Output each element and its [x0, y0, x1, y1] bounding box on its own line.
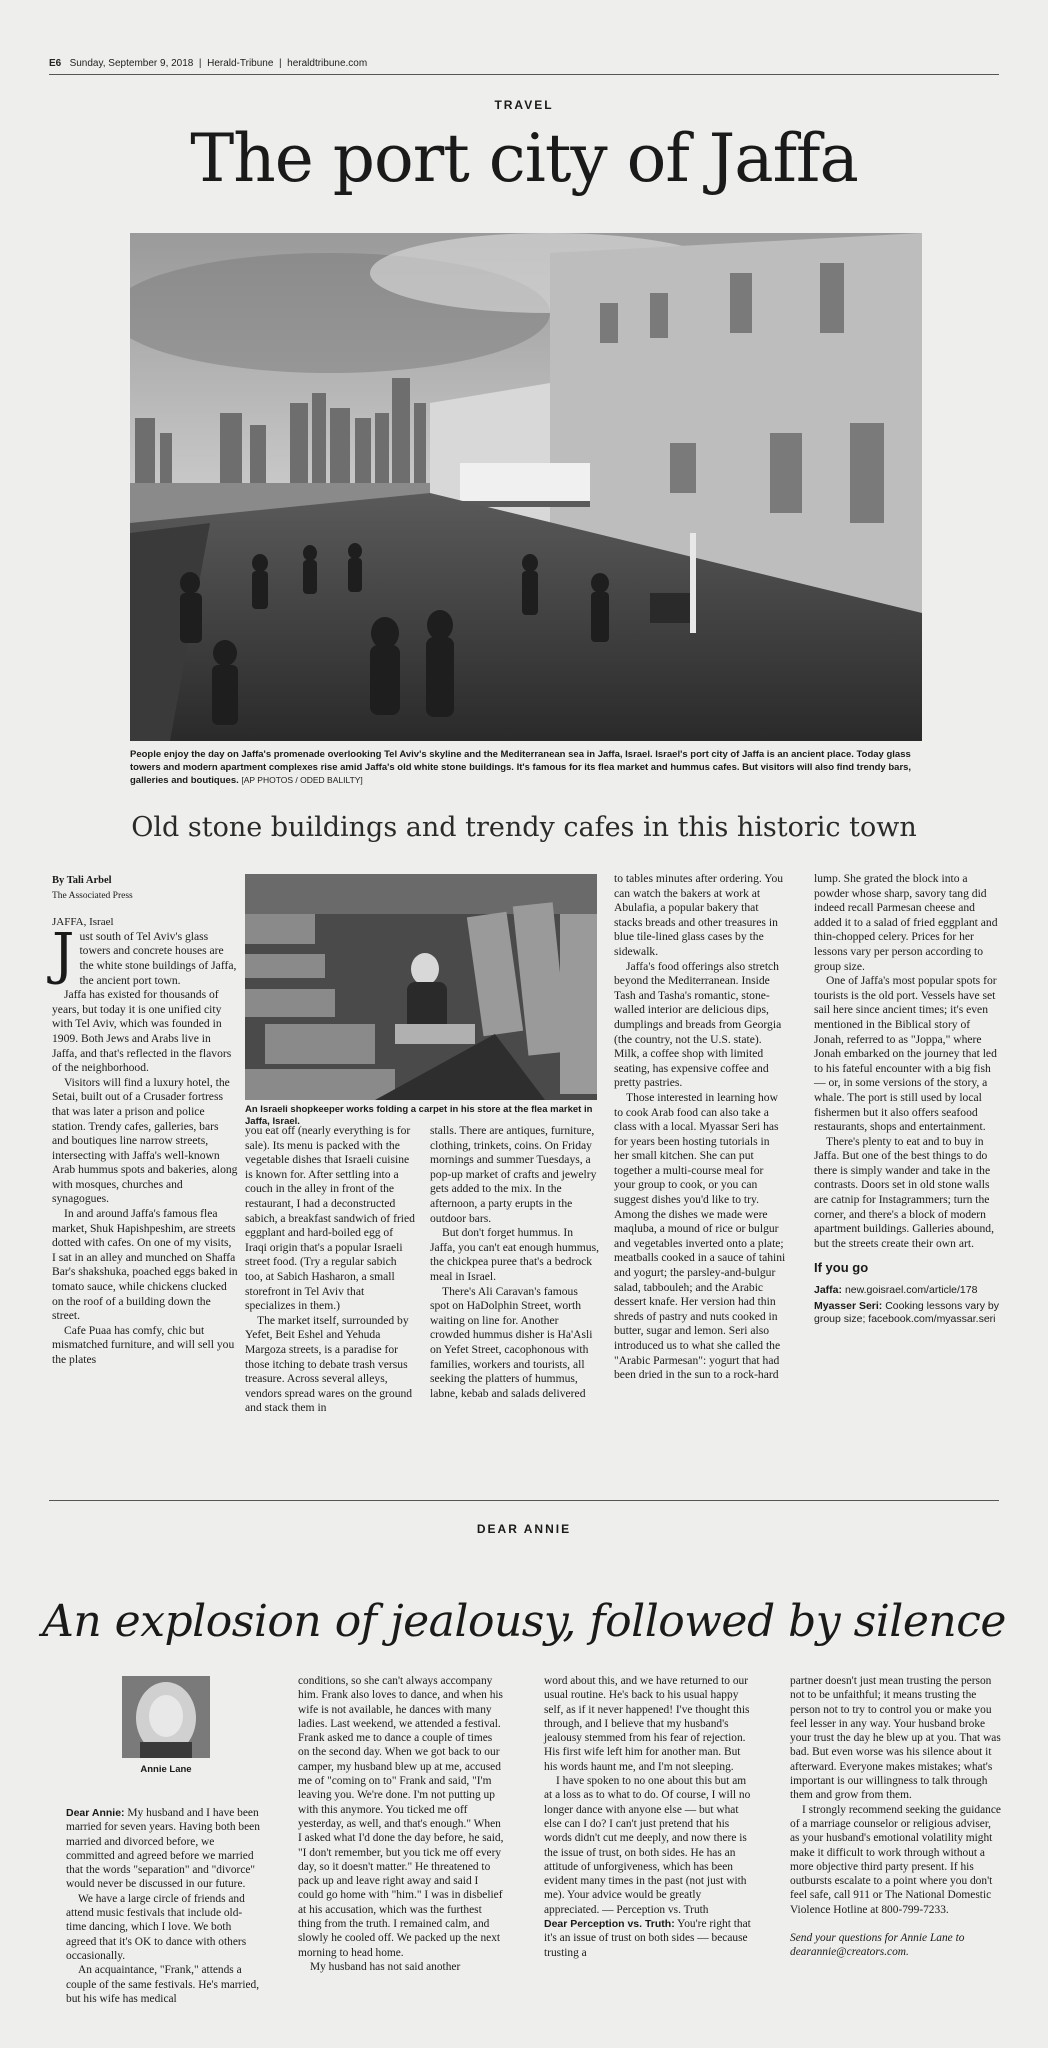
- travel-headline: The port city of Jaffa: [190, 120, 858, 197]
- paragraph: Visitors will find a luxury hotel, the Setai, built out of a Crusader fortress that was later a prison and police station. Trendy cafes, galleries, bars and boutiques line narrow streets, intersecting with Jaffa's well-known Arab hummus spots and bakeries, along with mosques, churches and synagogues.: [52, 1075, 238, 1206]
- paragraph: Cafe Puaa has comfy, chic but mismatched furniture, and will sell you the plates: [52, 1323, 235, 1366]
- if-you-go-jaffa: Jaffa: new.goisrael.com/article/178: [814, 1284, 978, 1297]
- issue-date: Sunday, September 9, 2018: [69, 58, 194, 69]
- paragraph: There's plenty to eat and to buy in Jaffa. But one of the best things to do there is simply wander and take in the contrasts. Doors set in old stone walls are catnip for Instagrammers; turn the corner, and there's a block of modern apartment buildings. Galleries abound, but the streets create their own art.: [814, 1134, 994, 1250]
- flea-market-caption: An Israeli shopkeeper works folding a carpet in his store at the flea market in Jaffa, Israel.: [245, 1104, 593, 1127]
- paragraph: Jaffa's food offerings also stretch beyond the Mediterranean. Inside Tash and Tasha's romantic, stone-walled interior are delicious dips, dumplings and breads from Georgia (the country, not the U.S. state). Milk, a coffee shop with limited seating, has expensive coffee and pretty pastries.: [614, 959, 782, 1090]
- section-divider: [49, 1500, 999, 1501]
- annie-column-4: [790, 1674, 1002, 1960]
- columnist-name: Annie Lane: [140, 1764, 192, 1775]
- if-you-go-box: [814, 1261, 1000, 1326]
- paragraph: We have a large circle of friends and attend music festivals that include old-time dancing, which I love. We both agreed that it's OK to dance with others occasionally.: [66, 1892, 247, 1962]
- paper-site: heraldtribune.com: [287, 58, 368, 69]
- paragraph: Dear Annie: My husband and I have been married for seven years. Having both been married and divorced before, we committed and agreed before we married that the words "separation" and "divorce" would never be discussed in our future.: [66, 1807, 260, 1891]
- send-questions-note: Send your questions for Annie Lane to dearannie@creators.com.: [790, 1932, 965, 1959]
- annie-headline: An explosion of jealousy, followed by silence: [42, 1596, 1006, 1647]
- folio-line: E6 Sunday, September 9, 2018 | Herald-Tribune | heraldtribune.com: [49, 58, 368, 69]
- travel-column-5: [814, 872, 1000, 1329]
- byline: By Tali Arbel: [52, 875, 112, 886]
- dateline: JAFFA, Israel: [52, 916, 114, 929]
- paragraph: I have spoken to no one about this but am at a loss as to what to do. Of course, I will no longer dance with anyone else — but what else can I do? I can't just pretend that his words didn't cut me deeply, and now there is the issue of trust, on both sides. He has an attitude of unforgiveness, which has been evident many times in the past (not just with me). Your advice would be greatly appreciated. — Perception vs. Truth: [544, 1775, 751, 1916]
- if-you-go-title: If you go: [814, 1260, 869, 1276]
- paragraph: Those interested in learning how to cook Arab food can also take a class with a local. Myassar Seri has for years been hosting tutorials in her small kitchen. She can put together a multi-course meal for your group to cook, or you can suggest dishes you'd like to try. Among the dishes we made were maqluba, a mound of rice or bulgur and vegetables inverted onto a plate; meatballs cooked in a sauce of tahini and yogurt; the parsley-and-bulgur salad, tabbouleh; and the Arabic dessert knafe. Her version had thin shreds of pastry and nuts cooked in butter, sugar and lemon. Seri also introduced us to what she called the "Arabic Parmesan": yogurt that had been dried in the sun to a rock-hard: [614, 1090, 786, 1382]
- paragraph: Jaffa has existed for thousands of years, but today it is one unified city with Tel Aviv, which was founded in 1909. Both Jews and Arabs live in Jaffa, and that's reflected in the flavors of the neighborhood.: [52, 988, 232, 1075]
- drop-cap: J: [52, 921, 75, 987]
- paper-name: Herald-Tribune: [207, 58, 274, 69]
- paragraph: My husband has not said another: [310, 1960, 461, 1973]
- paragraph: word about this, and we have returned to our usual routine. He's back to his usual happy self, as if it never happened! I've thought this through, and I believe that my husband's jealousy stemmed from his fear of rejection. His first wife left him for another man. But his words haunt me, and I'm not sleeping.: [544, 1675, 750, 1773]
- travel-subhead: Old stone buildings and trendy cafes in this historic town: [131, 812, 917, 843]
- annie-column-1: [66, 1806, 262, 2006]
- paragraph: you eat off (nearly everything is for sale). Its menu is packed with the vegetable dishes that Israeli cuisine is known for. After settling into a couch in the alley in front of the restaurant, I had a deconstructed sabich, a breakfast sandwich of fried eggplant and hard-boiled egg of Iraqi origin that's a popular Israeli street food. (Try a regular sabich too, at Sabich Hasharon, a small storefront in Tel Aviv that specializes in them.): [245, 1124, 415, 1313]
- travel-section-label: TRAVEL: [494, 98, 554, 112]
- paragraph: lump. She grated the block into a powder whose sharp, savory tang did indeed recall Parmesan cheese and added it to a salad of fried eggplant and thin-chopped celery. Prices for her lessons vary per person according to group size.: [814, 872, 998, 973]
- agency: The Associated Press: [52, 890, 133, 901]
- paragraph: conditions, so she can't always accompany him. Frank also loves to dance, and when his wife is not available, he dances with many ladies. Last weekend, we attended a festival. Frank asked me to dance a couple of times on the second day. When we got back to our camper, my husband blew up at me, accused me of "coming on to" Frank and said, "I'm leaving you. We're done. I'm not putting up with this anymore. You ticked me off yesterday, as well, and that's enough." When I asked what I'd done the day before, he said, "I don't remember, but you tick me off every day, so it doesn't matter." He threatened to pack up and leave right away and said I could go home with "him." I was in disbelief at his accusation, which was the furthest thing from the truth. I remained calm, and slowly he cooled off. We packed up the next morning to head home.: [298, 1675, 504, 1959]
- flea-market-photo: [245, 874, 597, 1100]
- paragraph: There's Ali Caravan's famous spot on HaDolphin Street, worth waiting on line for. Another crowded hummus disher is Ha'Asli on Yefet Street, cacophonous with families, workers and tourists, all seeking the platters of hummus, labne, kebab and salads delivered: [430, 1284, 593, 1400]
- if-you-go-seri: Myasser Seri: Cooking lessons vary by group size; facebook.com/myassar.seri: [814, 1299, 1000, 1326]
- paragraph: One of Jaffa's most popular spots for tourists is the old port. Vessels have set sail here since ancient times; it's even mentioned in the Biblical story of Jonah, referred to as "Joppa," where Jonah embarked on the journey that led to his fateful encounter with a big fish — or, in some versions of the story, a whale. The port is still used by local fishermen but it also offers seafood restaurants, shops and entertainment.: [814, 974, 997, 1134]
- jaffa-promenade-photo: [130, 233, 922, 741]
- annie-column-3: [544, 1674, 754, 1960]
- top-rule: [49, 74, 999, 75]
- annie-section-label: DEAR ANNIE: [476, 1522, 572, 1536]
- photo-caption-text: People enjoy the day on Jaffa's promenade overlooking Tel Aviv's skyline and the Mediterranean sea in Jaffa, Israel. Israel's port city of Jaffa is an ancient place. Today glass towers and modern apartment complexes rise amid Jaffa's old white stone buildings. It's famous for its flea market and hummus cafes. But visitors will also find trendy bars, galleries and boutiques.: [130, 749, 912, 786]
- annie-column-2: [298, 1674, 506, 1974]
- paragraph: An acquaintance, "Frank," attends a couple of the same festivals. He's married, but his wife has medical: [66, 1964, 260, 2005]
- columnist-headshot: [122, 1676, 210, 1758]
- paragraph: Dear Perception vs. Truth: You're right that it's an issue of trust on both sides — because trusting a: [544, 1918, 751, 1959]
- paragraph: partner doesn't just mean trusting the person not to be unfaithful; it means trusting the person not to try to control you or make you feel lesser in any way. Your husband broke your trust the day he blew up at you. That was bad. But even worse was his silence about it afterward. Everyone makes mistakes; what's important is our willingness to talk through them and grow from them.: [790, 1675, 1001, 1802]
- paragraph: The market itself, surrounded by Yefet, Beit Eshel and Yehuda Margoza streets, is a paradise for those itching to debate trash versus treasure. Across several alleys, vendors spread wares on the ground and stack them in: [245, 1313, 413, 1415]
- paragraph: In and around Jaffa's famous flea market, Shuk Hapishpeshim, are streets dotted with cafes. On one of my visits, I sat in an alley and munched on Shaffa Bar's shakshuka, poached eggs baked in tomato sauce, while chickens clucked on the roof of a building down the street.: [52, 1207, 238, 1323]
- paragraph: But don't forget hummus. In Jaffa, you can't eat enough hummus, the chickpea puree that's a bedrock meal in Israel.: [430, 1226, 599, 1283]
- photo-credit: [AP PHOTOS / ODED BALILTY]: [241, 775, 363, 785]
- photo-caption: [130, 748, 922, 787]
- paragraph: I strongly recommend seeking the guidance of a marriage counselor or religious adviser, as your husband's emotional volatility might make it difficult to work through without a more objective third party present. If his outbursts escalate to a point where you don't feel safe, call 911 or The National Domestic Violence Hotline at 800-799-7233.: [790, 1803, 1001, 1916]
- page-number: E6: [49, 58, 62, 69]
- paragraph: to tables minutes after ordering. You can watch the bakers at work at Abulafia, a popular bakery that stacks breads and other treasures in blue tile-lined glass cases by the sidewalk.: [614, 872, 784, 958]
- travel-column-4: [614, 872, 786, 1383]
- paragraph: stalls. There are antiques, furniture, clothing, trinkets, coins. On Friday mornings and summer Tuesdays, a pop-up market of crafts and jewelry gets added to the mix. In the afternoon, a party erupts in the outdoor bars.: [430, 1124, 597, 1225]
- travel-column-1: [52, 874, 238, 1368]
- travel-column-2: [245, 1124, 415, 1416]
- paragraph: Just south of Tel Aviv's glass towers and concrete houses are the white stone buildings of Jaffa, the ancient port town.: [52, 921, 237, 987]
- travel-column-3: [430, 1124, 600, 1401]
